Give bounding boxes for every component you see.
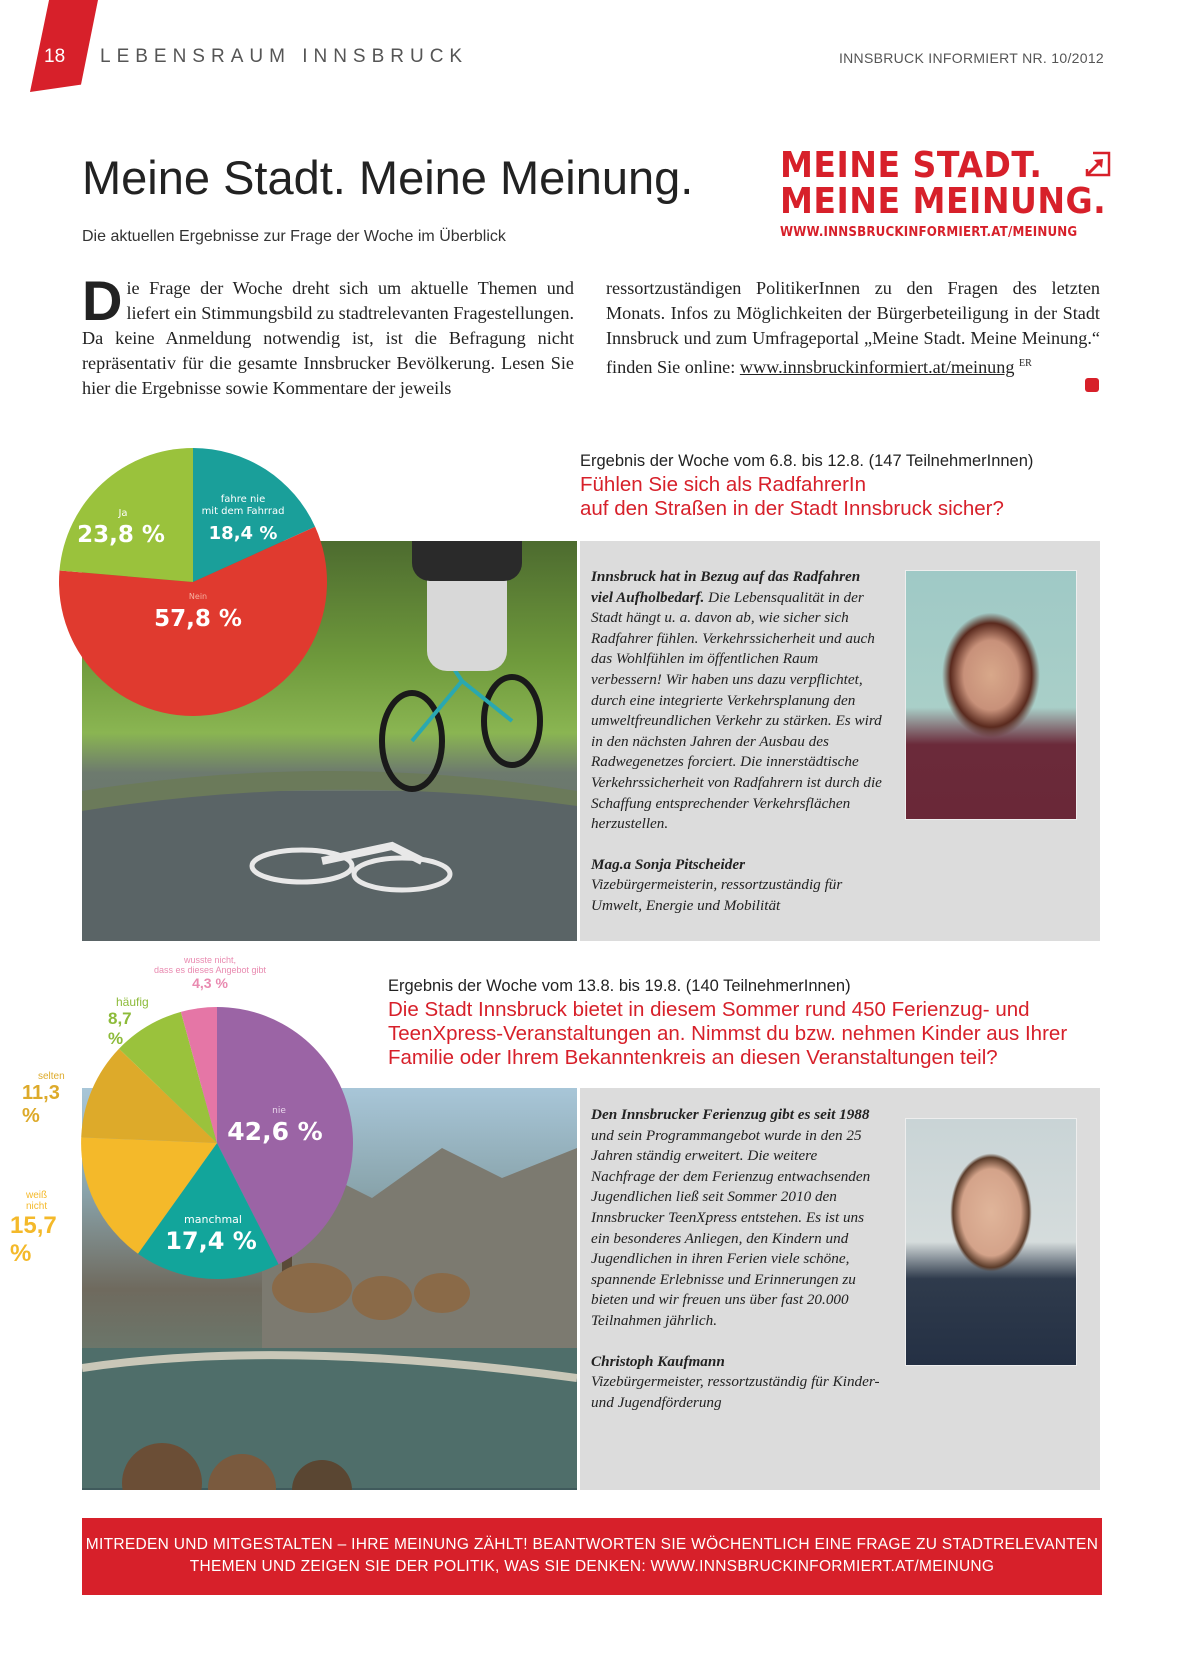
value-weiss-nicht: 15,7 % — [10, 1212, 57, 1267]
result1-question-line1: Fühlen Sie sich als RadfahrerIn — [580, 473, 867, 496]
arrow-box-icon — [1085, 151, 1111, 177]
comment-1 — [591, 567, 883, 917]
comment-2 — [591, 1105, 883, 1413]
value-ja: 23,8 % — [77, 522, 165, 548]
issue-label: INNSBRUCK INFORMIERT NR. 10/2012 — [838, 50, 1104, 66]
value-wusste-nicht: 4,3 % — [192, 975, 228, 991]
comment-2-role: Vizebürgermeister, ressortzuständig für Kinder- und Jugendförderung — [591, 1373, 880, 1411]
page-title: Meine Stadt. Meine Meinung. — [82, 151, 694, 204]
label-haeufig: häufig 8,7 % — [108, 995, 149, 1048]
value-selten: 11,3 % — [22, 1082, 60, 1127]
comment-2-body: und sein Programmangebot wurde in den 25 Jahren ständig erweitert. Die weitere Nachfrage der dem Ferienzug entwachsenden Jugendlichen ließ seit Sommer 2010 den Innsbrucker TeenXpress entstehen. Es ist uns ein besonderes Anliegen, den Kindern und Jugendlichen in ihren Ferien viele schöne, spannende Erlebnisse und Erinnerungen zu bieten und wir freuen uns über fast 20.000 Teilnahmen jährlich. — [591, 1126, 871, 1329]
value-fahre-nie: 18,4 % — [208, 523, 278, 544]
label-ja: Ja — [118, 508, 128, 519]
cta-line2[interactable]: THEMEN UND ZEIGEN SIE DER POLITIK, WAS SIE DENKEN: WWW.INNSBRUCKINFORMIERT.AT/MEINUNG — [189, 1558, 995, 1575]
end-mark — [1085, 378, 1099, 392]
cta-banner — [82, 1518, 1102, 1595]
page-number: 18 — [44, 46, 66, 67]
section-title: LEBENSRAUM INNSBRUCK — [100, 46, 469, 67]
result1-question — [580, 473, 1004, 521]
label-weiss-nicht: weiß nicht 15,7 % — [10, 1190, 57, 1267]
logo-url[interactable]: WWW.INNSBRUCKINFORMIERT.AT/MEINUNG — [780, 224, 1078, 240]
comment-1-role: Vizebürgermeisterin, ressortzuständig für Umwelt, Energie und Mobilität — [591, 876, 843, 914]
logo-line1: MEINE STADT. — [780, 145, 1043, 186]
result2-meta: Ergebnis der Woche vom 13.8. bis 19.8. (140 TeilnehmerInnen) — [388, 977, 851, 995]
value-manchmal: 17,4 % — [165, 1227, 257, 1255]
intro-left-text: ie Frage der Woche dreht sich um aktuelle Themen und liefert ein Stimmungsbild zu stadtrelevanten Fragestellungen. Da keine Anmeldung notwendig ist, ist die Befragung nicht repräsentativ für die gesamte Innsbrucker Bevölkerung. Lesen Sie hier die Ergebnisse sowie Kommentare der jeweils — [82, 278, 574, 398]
comment-1-lead: Innsbruck hat in Bezug auf das Radfahren viel Aufholbedarf. — [591, 568, 861, 606]
cta-line1: MITREDEN UND MITGESTALTEN – IHRE MEINUNG ZÄHLT! BEANTWORTEN SIE WÖCHENTLICH EINE FRAGE ZU STADTRELEVANTEN — [85, 1536, 1099, 1553]
comment-2-author: Christoph Kaufmann — [591, 1352, 725, 1370]
label-fahre-nie-2: mit dem Fahrrad — [201, 506, 285, 517]
label-nie: nie — [272, 1106, 286, 1116]
page-subtitle: Die aktuellen Ergebnisse zur Frage der Woche im Überblick — [82, 228, 506, 245]
label-nein: Nein — [188, 592, 208, 601]
value-nein: 57,8 % — [154, 606, 242, 632]
intro-left-column — [82, 269, 574, 401]
pie-chart-cycling — [58, 447, 328, 717]
intro-right-text: ressortzuständigen PolitikerInnen zu den Fragen des letzten Monats. Infos zu Möglichkeiten der Bürgerbeteiligung in der Stadt Innsbruck und zum Umfrageportal „Meine Stadt. Meine Meinung.“ finden Sie online: — [606, 278, 1100, 378]
value-nie: 42,6 % — [227, 1117, 323, 1146]
portrait-pitscheider — [905, 570, 1077, 820]
portrait-kaufmann — [905, 1118, 1077, 1366]
result2-question: Die Stadt Innsbruck bietet in diesem Sommer rund 450 Ferienzug- und TeenXpress-Veranstaltungen an. Nimmst du bzw. nehmen Kinder aus Ihrer Familie oder Ihrem Bekanntenkreis an diesen Veranstaltungen teil? — [388, 998, 1068, 1069]
logo-line2: MEINE MEINUNG. — [780, 181, 1107, 222]
label-wusste-nicht: wusste nicht, dass es dieses Angebot gibt 4,3 % — [140, 955, 280, 991]
author-initials: ER — [1019, 358, 1032, 369]
comment-2-lead: Den Innsbrucker Ferienzug gibt es seit 1988 — [591, 1106, 870, 1123]
intro-right-column — [606, 276, 1100, 380]
campaign-logo — [780, 145, 1107, 240]
result1-meta: Ergebnis der Woche vom 6.8. bis 12.8. (147 TeilnehmerInnen) — [580, 452, 1034, 470]
comment-1-body: Die Lebensqualität in der Stadt hängt u. a. davon ab, wie sicher sich Radfahrer fühlen. Verkehrssicherheit und auch das Wohlfühlen im öffentlichen Raum verbessern! Wir haben uns dazu verpflichtet, durch eine integrierte Verkehrsplanung den umweltfreundlichen Verkehr zu stärken. Es wird in den nächsten Jahren der Ausbau des Radwegenetzes forciert. Die innerstädtische Verkehrssicherheit von Radfahrern ist durch die Schaffung entsprechender Verkehrsflächen herzustellen. — [591, 588, 882, 833]
comment-1-author: Mag.a Sonja Pitscheider — [591, 855, 745, 873]
meinung-link[interactable]: www.innsbruckinformiert.at/meinung — [739, 357, 1015, 378]
label-manchmal: manchmal — [184, 1213, 242, 1226]
dropcap: D — [82, 269, 123, 332]
label-fahre-nie: fahre nie — [220, 494, 266, 505]
label-selten: selten 11,3 % — [22, 1071, 65, 1127]
result1-question-line2: auf den Straßen in der Stadt Innsbruck sicher? — [580, 497, 1004, 520]
value-haeufig: 8,7 % — [108, 1009, 132, 1048]
